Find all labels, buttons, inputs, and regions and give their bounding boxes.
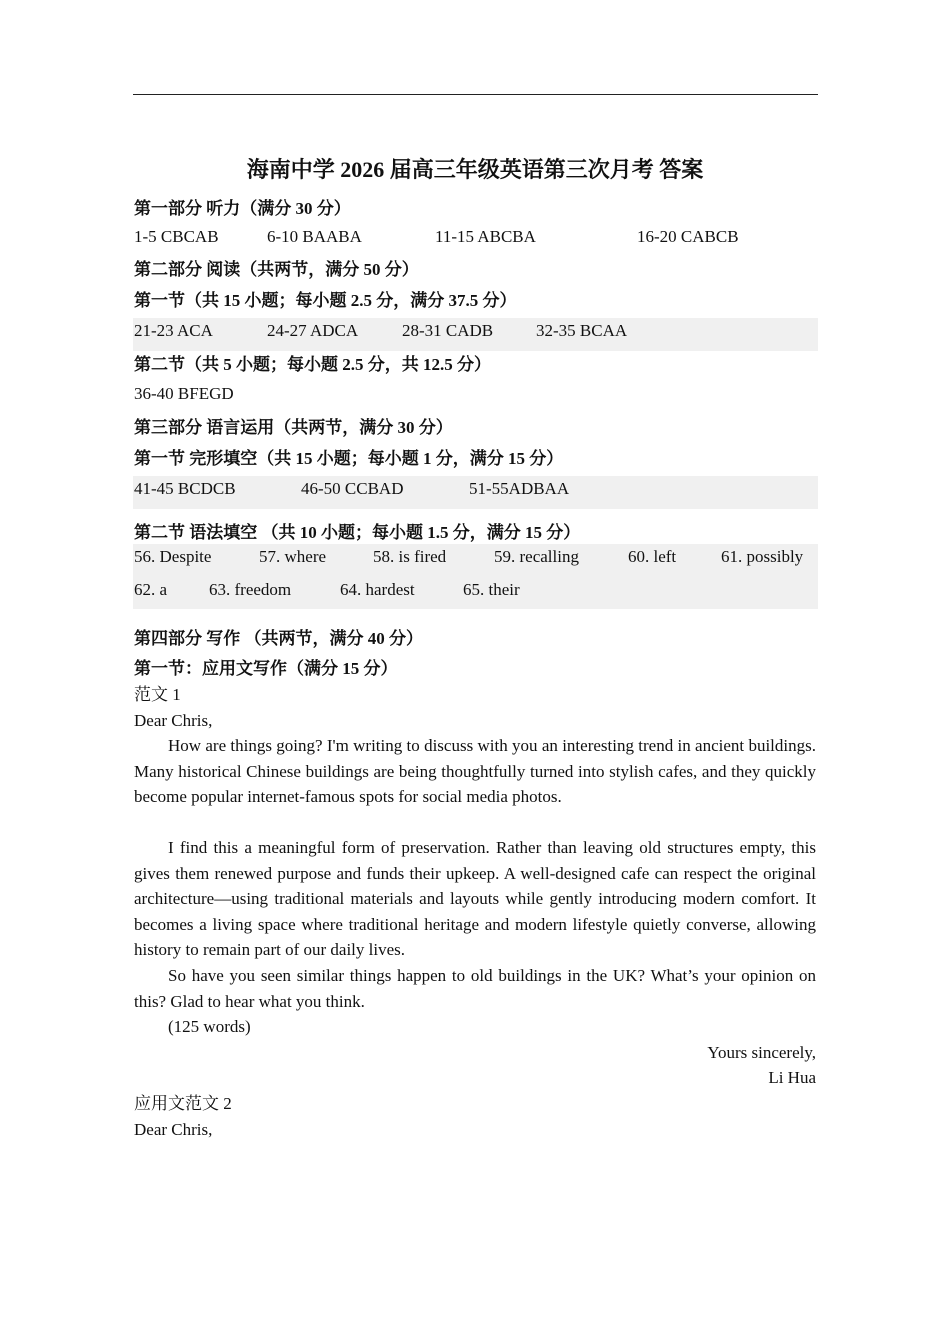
answer-item: 62. a bbox=[134, 580, 168, 599]
sample2-label: 应用文范文 2 bbox=[134, 1094, 232, 1113]
sample2-greeting: Dear Chris, bbox=[134, 1120, 213, 1139]
answer-group: 21-23 ACA bbox=[134, 321, 213, 340]
part1-heading: 第一部分 听力（满分 30 分） bbox=[134, 199, 351, 218]
part4-section1-heading: 第一节：应用文写作（满分 15 分） bbox=[134, 659, 398, 678]
letter-paragraph: How are things going? I'm writing to discuss with you an interesting trend in ancient buildings. Many historical Chinese buildings are being thoughtfully turned into stylish cafes, and they quickly become popular internet-famous spots for social media photos. bbox=[134, 736, 816, 807]
part2-section1-heading: 第一节（共 15 小题；每小题 2.5 分，满分 37.5 分） bbox=[134, 291, 517, 310]
answer-item: 60. left bbox=[628, 547, 677, 566]
letter-closing: Yours sincerely, bbox=[707, 1043, 816, 1062]
answer-group: 6-10 BAABA bbox=[267, 227, 362, 246]
answer-item: 57. where bbox=[259, 547, 327, 566]
answer-group: 51-55ADBAA bbox=[469, 479, 570, 498]
answer-item: 65. their bbox=[463, 580, 520, 599]
answer-group: 28-31 CADB bbox=[402, 321, 494, 340]
letter-signature: Li Hua bbox=[768, 1068, 816, 1087]
part3-section1-heading: 第一节 完形填空（共 15 小题；每小题 1 分，满分 15 分） bbox=[134, 449, 564, 468]
part2-heading: 第二部分 阅读（共两节，满分 50 分） bbox=[134, 260, 419, 279]
page-title: 海南中学 2026 届高三年级英语第三次月考 答案 bbox=[246, 157, 704, 182]
answer-item: 59. recalling bbox=[494, 547, 579, 566]
answer-item: 58. is fired bbox=[373, 547, 447, 566]
part4-heading: 第四部分 写作 （共两节，满分 40 分） bbox=[134, 629, 423, 648]
answer-item: 64. hardest bbox=[340, 580, 415, 599]
sample1-greeting: Dear Chris, bbox=[134, 711, 213, 730]
sample1-label: 范文 1 bbox=[134, 685, 181, 704]
answer-group: 46-50 CCBAD bbox=[301, 479, 404, 498]
part2-section2-heading: 第二节（共 5 小题；每小题 2.5 分，共 12.5 分） bbox=[134, 355, 491, 374]
part3-heading: 第三部分 语言运用（共两节，满分 30 分） bbox=[134, 418, 453, 437]
answer-group: 32-35 BCAA bbox=[536, 321, 628, 340]
header-rule bbox=[133, 94, 818, 95]
letter-paragraph: I find this a meaningful form of preservation. Rather than leaving old structures empty, this gives them renewed purpose and funds their upkeep. A well-designed cafe can respect the original architecture—using traditional materials and layouts while gently introducing modern comfort. It becomes a living space where traditional heritage and modern lifestyle quietly converse, allowing history to remain part of our daily lives. bbox=[134, 838, 816, 960]
answer-group: 41-45 BCDCB bbox=[134, 479, 236, 498]
answer-group: 36-40 BFEGD bbox=[134, 384, 234, 403]
answer-group: 11-15 ABCBA bbox=[435, 227, 536, 246]
answer-item: 56. Despite bbox=[134, 547, 212, 566]
part3-section2-heading: 第二节 语法填空 （共 10 小题；每小题 1.5 分，满分 15 分） bbox=[134, 523, 581, 542]
answer-group: 16-20 CABCB bbox=[637, 227, 739, 246]
letter-paragraph: So have you seen similar things happen to old buildings in the UK? What’s your opinion on this? Glad to hear what you think. bbox=[134, 966, 816, 1011]
answer-item: 61. possibly bbox=[721, 547, 804, 566]
answer-group: 1-5 CBCAB bbox=[134, 227, 219, 246]
answer-item: 63. freedom bbox=[209, 580, 292, 599]
answer-group: 24-27 ADCA bbox=[267, 321, 359, 340]
word-count: (125 words) bbox=[168, 1017, 251, 1036]
